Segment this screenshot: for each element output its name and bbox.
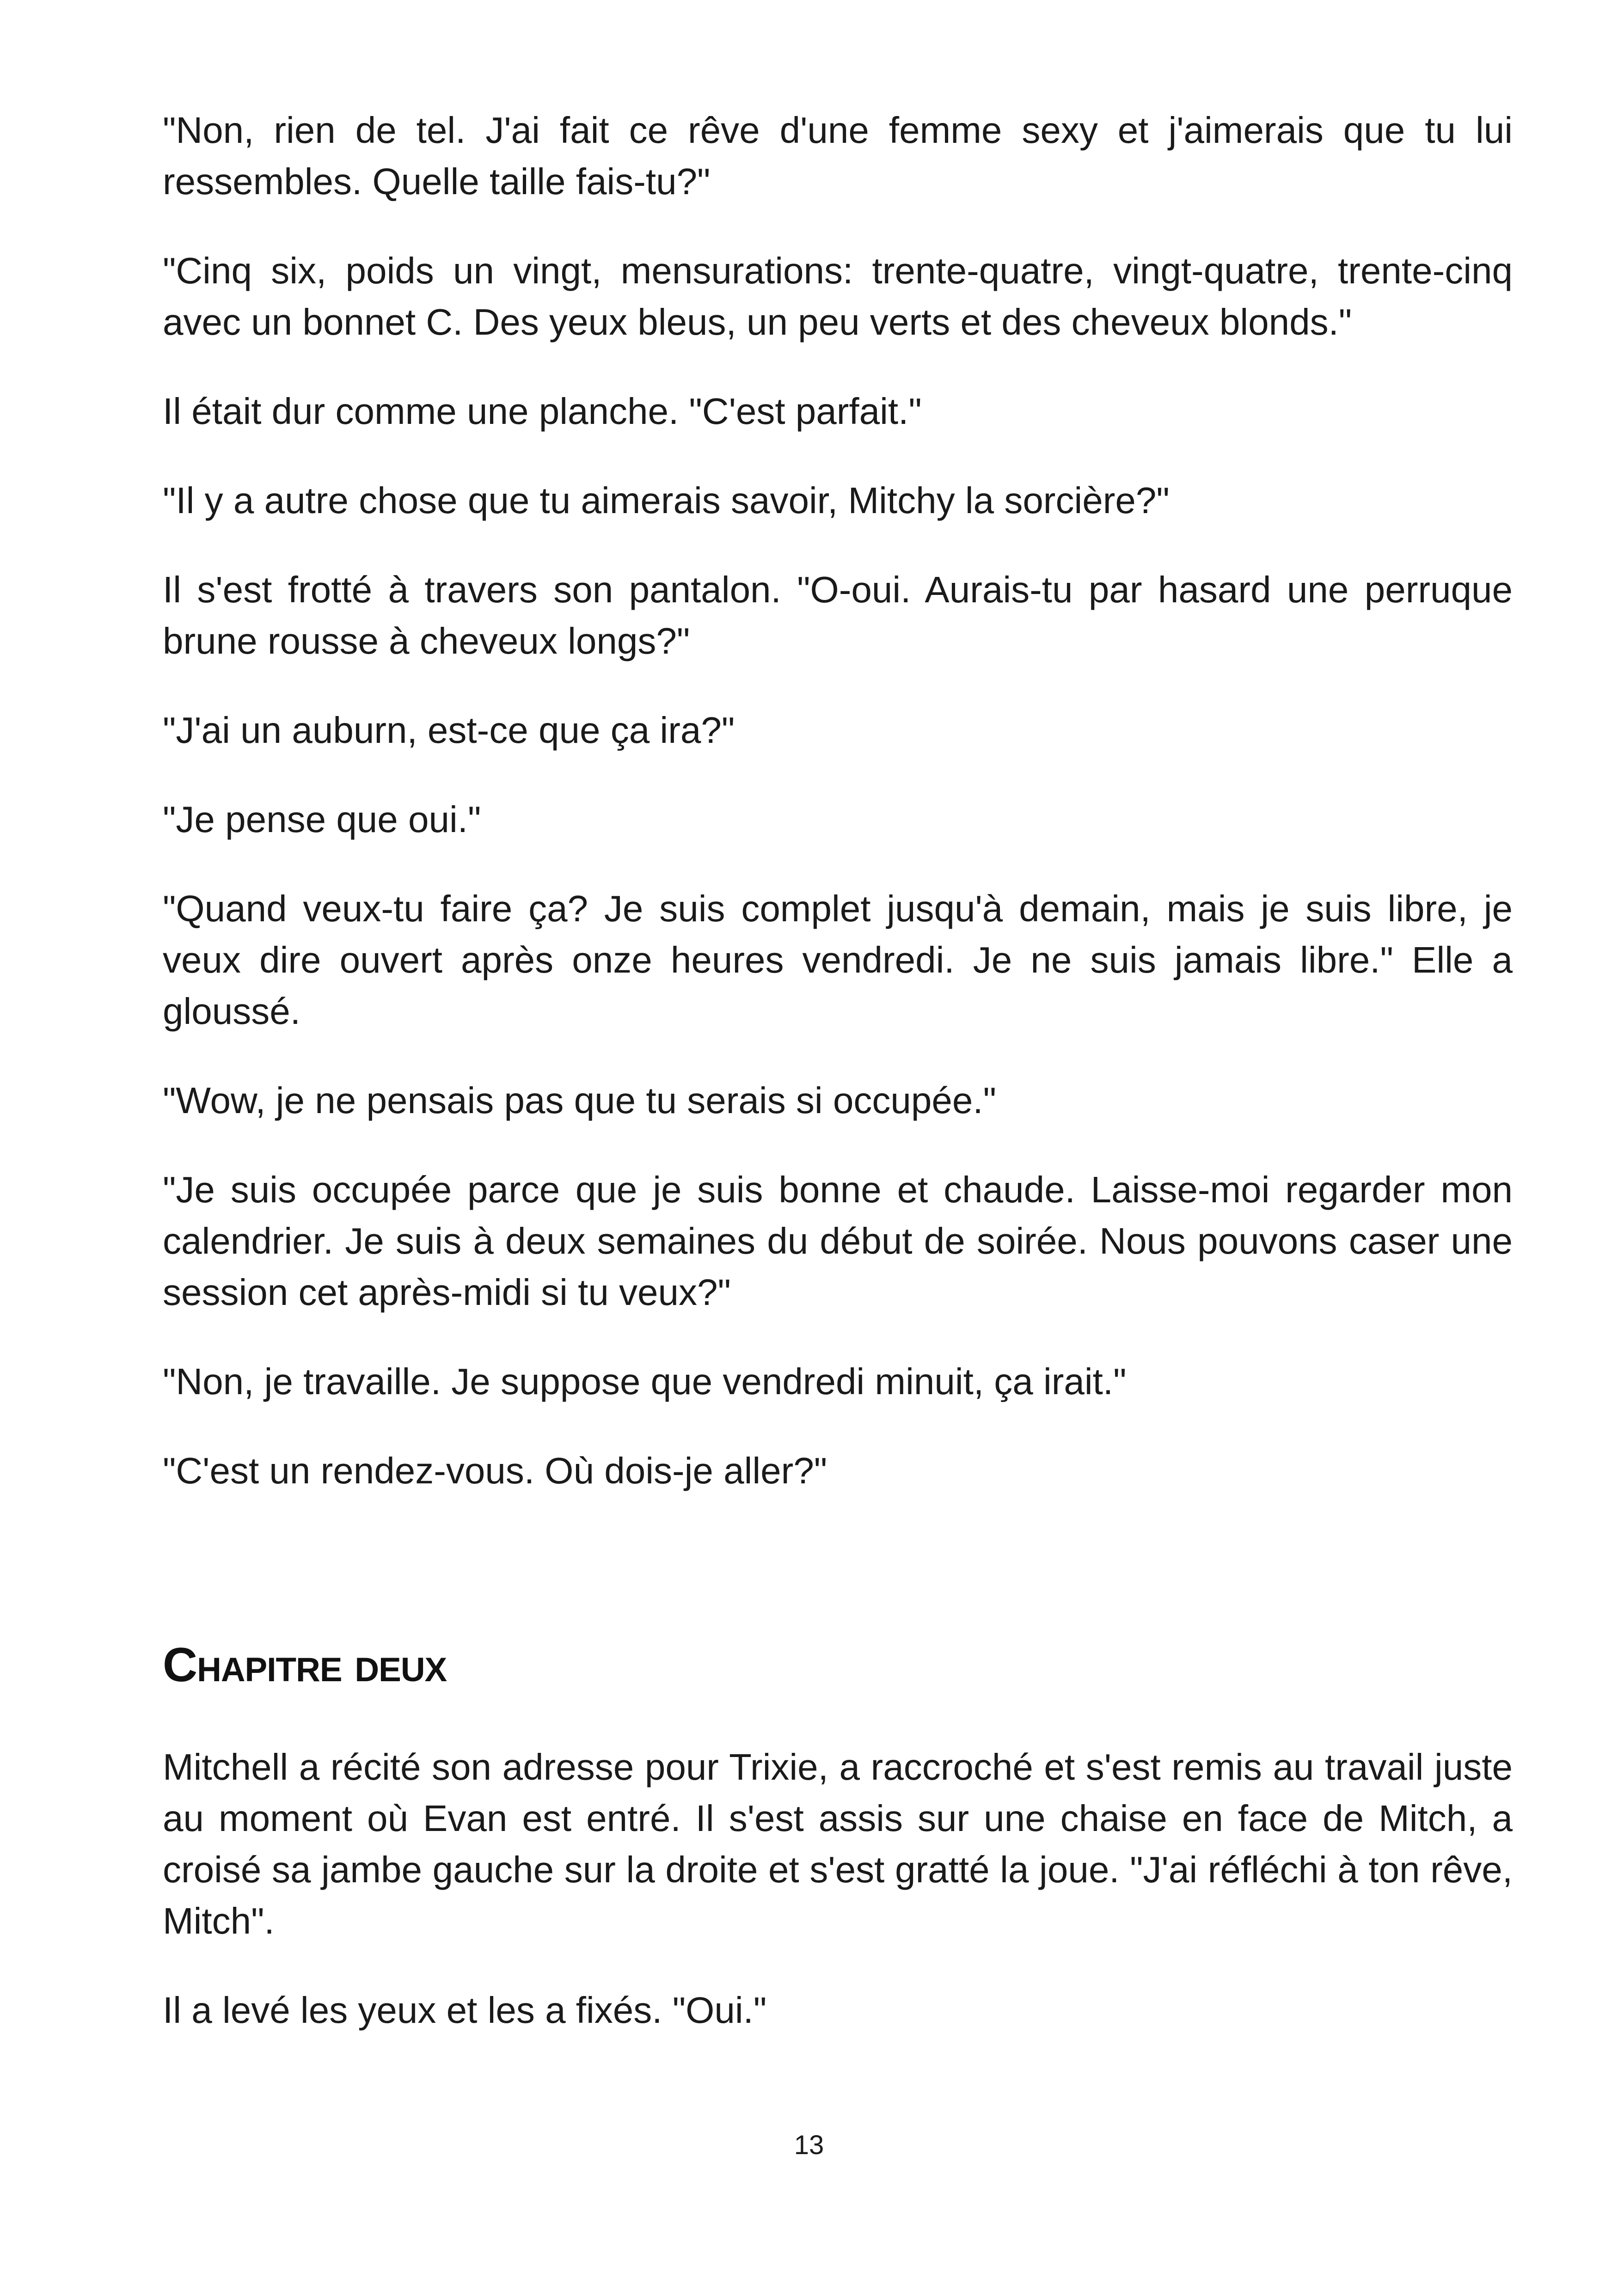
paragraph: "Wow, je ne pensais pas que tu serais si occupée.": [163, 1080, 997, 1121]
page-number: 13: [794, 2130, 824, 2160]
paragraph: "Il y a autre chose que tu aimerais savoir, Mitchy la sorcière?": [163, 480, 1170, 521]
paragraph: "Je suis occupée parce que je suis bonne et chaude. Laisse-moi regarder mon calendrier. Je suis à deux semaines du début de soirée. Nous pouvons caser une session cet après-midi si tu veux?": [163, 1169, 1513, 1313]
chapter-heading-block: [163, 1635, 1513, 1695]
paragraph: "Non, je travaille. Je suppose que vendredi minuit, ça irait.": [163, 1361, 1127, 1402]
paragraph: "Non, rien de tel. J'ai fait ce rêve d'une femme sexy et j'aimerais que tu lui ressembles. Quelle taille fais-tu?": [163, 110, 1513, 202]
page-body: [163, 104, 1513, 2074]
paragraph: "C'est un rendez-vous. Où dois-je aller?": [163, 1450, 827, 1491]
paragraph: "Cinq six, poids un vingt, mensurations: trente-quatre, vingt-quatre, trente-cinq avec un bonnet C. Des yeux bleus, un peu verts et des cheveux blonds.": [163, 250, 1513, 343]
paragraph: Il a levé les yeux et les a fixés. "Oui.": [163, 1990, 767, 2031]
paragraph: Mitchell a récité son adresse pour Trixie, a raccroché et s'est remis au travail juste au moment où Evan est entré. Il s'est assis sur une chaise en face de Mitch, a croisé sa jambe gauche sur la droite et s'est gratté la joue. "J'ai réfléchi à ton rêve, Mitch".: [163, 1746, 1513, 1941]
paragraph: Il s'est frotté à travers son pantalon. "O-oui. Aurais-tu par hasard une perruque brune rousse à cheveux longs?": [163, 569, 1513, 661]
paragraph: "Quand veux-tu faire ça? Je suis complet jusqu'à demain, mais je suis libre, je veux dire ouvert après onze heures vendredi. Je ne suis jamais libre." Elle a gloussé.: [163, 888, 1513, 1032]
paragraph: "J'ai un auburn, est-ce que ça ira?": [163, 710, 735, 751]
paragraph: Il était dur comme une planche. "C'est parfait.": [163, 391, 922, 432]
paragraph: "Je pense que oui.": [163, 799, 481, 840]
chapter-heading: Chapitre deux: [163, 1638, 447, 1692]
